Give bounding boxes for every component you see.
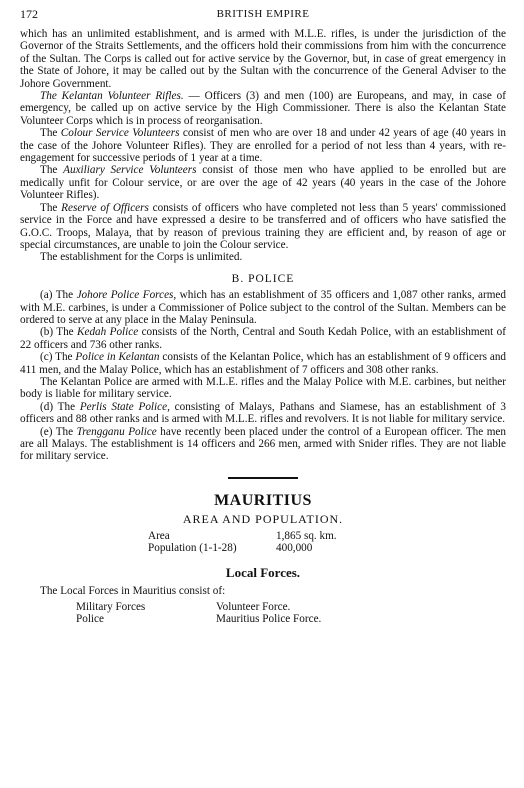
stat-row-population [20, 542, 506, 555]
paragraph-text: consist of men who are over 18 and under 42 years of age (40 years in the case of the Johore Volunteer Rifles). They are enrolled for a period of not less than 4 years, with re-engagement for successive periods of 1 year at a time. [20, 127, 506, 165]
paragraph-text: consists of the Kelantan Police, which has an establishment of 9 officers and 411 men, and the Malay Police, which has an establishment of 7 officers and 308 other ranks. [20, 351, 507, 376]
stat-label: Area [148, 529, 170, 542]
paragraph-kelantan-volunteer-rifles [20, 90, 506, 127]
force-value: Volunteer Force. [216, 600, 291, 613]
paragraph-auxiliary-service [20, 164, 506, 201]
unit-name: Colour Service Volunteers [60, 127, 180, 140]
stat-value: 400,000 [276, 542, 313, 555]
paragraph-text: consists of officers who have completed not less than 5 years' commissioned service in the Force and have expressed a desire to be transferred and of officers who have satisfied the G.O.C. Troops, Malaya, that by reason of previous training they are efficient and, by reason of age or special circumstances, are unable to join the Colour service. [20, 201, 506, 251]
paragraph-colour-service [20, 127, 506, 164]
section-divider [228, 477, 298, 479]
paragraph-kelantan-police-arms: The Kelantan Police are armed with M.L.E. rifles and the Malay Police with M.E. carbines, but neither body is liable for military service. [20, 375, 506, 401]
country-title: MAURITIUS [214, 491, 312, 509]
police-section [20, 289, 506, 463]
area-population-heading: AREA AND POPULATION. [182, 512, 344, 527]
unit-name: Auxiliary Service Volunteers [63, 164, 197, 177]
paragraph-lead: The [40, 127, 61, 140]
unit-name: The Kelantan Volunteer Rifles. [40, 90, 184, 103]
paragraph-lead: (c) The [40, 351, 76, 364]
paragraph-lead: The [40, 201, 62, 214]
paragraph-text: consisting of Malays, Pathans and Siamese, has an establishment of 3 officers and 88 other ranks and is armed with M.L.E. rifles and revolvers. It is not liable for military service. [20, 400, 506, 426]
unit-name: Kedah Police [77, 326, 139, 339]
force-row-military [20, 601, 506, 614]
stat-value: 1,865 sq. km. [276, 529, 337, 542]
force-row-police [20, 613, 506, 626]
local-forces-intro: The Local Forces in Mauritius consist of: [40, 585, 226, 598]
page-header [20, 6, 506, 28]
force-label: Police [76, 613, 104, 626]
unit-name: Police in Kelantan [75, 351, 160, 364]
paragraph-lead: (d) The [40, 400, 80, 413]
paragraph-lead: (a) The [40, 289, 77, 302]
running-title: BRITISH EMPIRE [216, 8, 310, 20]
paragraph-lead: (e) The [40, 425, 77, 438]
johore-volunteer-section [20, 28, 506, 264]
paragraph-lead: (b) The [40, 326, 78, 339]
paragraph-establishment: The establishment for the Corps is unlimited. [40, 251, 243, 264]
unit-name: Trengganu Police [76, 425, 157, 438]
unit-name: Reserve of Officers [61, 201, 149, 214]
paragraph-johore-police [20, 289, 506, 326]
paragraph-kedah-police [20, 326, 506, 351]
unit-name: Perlis State Police, [79, 400, 170, 413]
local-forces-heading: Local Forces. [225, 564, 301, 580]
force-label: Military Forces [76, 600, 146, 613]
paragraph-johore-continued: which has an unlimited establishment, and is armed with M.L.E. rifles, is under the jurisdiction of the Governor of the Straits Settlements, and the officers hold their commissions from him with the concurrence of the Sultan. The Corps is called out for active service by the Governor, but, in case of great emergency in the State of Johore, it may be called out by the Sultan with the concurrence of the General Adviser to the Johore Government. [20, 28, 506, 90]
paragraph-kelantan-police [20, 351, 506, 376]
paragraph-text: which has an establishment of 35 officers and 1,087 other ranks, armed with M.E. carbines, is under a Commissioner of Police subject to the control of the Sultan. Members can be ordered to serve at any place in the Malay Peninsula. [20, 289, 506, 326]
mauritius-section [20, 491, 506, 626]
stat-row-area [20, 530, 506, 543]
stat-label: Population (1-1-28) [148, 542, 237, 555]
paragraph-reserve-of-officers [20, 202, 506, 252]
force-value: Mauritius Police Force. [216, 613, 322, 626]
paragraph-lead: The [40, 164, 64, 177]
section-heading-police: B. POLICE [231, 272, 295, 285]
paragraph-text: — Officers (3) and men (100) are Europeans, and may, in case of emergency, be called up on active service by the High Commissioner. There is also the Kelantan State Volunteer Corps which is in process of reorganisation. [20, 90, 506, 127]
paragraph-text: consist of those men who have applied to be enrolled but are medically unfit for Colour service, or are over the age of 42 years (40 years in the case of the Johore Volunteer Rifles). [20, 164, 506, 202]
paragraph-trengganu-police [20, 426, 506, 463]
paragraph-text: have recently been placed under the control of a European officer. The men are all Malays. The establishment is 14 officers and 266 men, armed with Snider rifles. They are not liable for military service. [20, 425, 506, 463]
page-number: 172 [20, 7, 38, 21]
unit-name: Johore Police Forces, [76, 289, 177, 302]
paragraph-text: consists of the North, Central and South Kedah Police, with an establishment of 22 officers and 736 other ranks. [20, 326, 506, 351]
paragraph-perlis-police [20, 401, 506, 426]
